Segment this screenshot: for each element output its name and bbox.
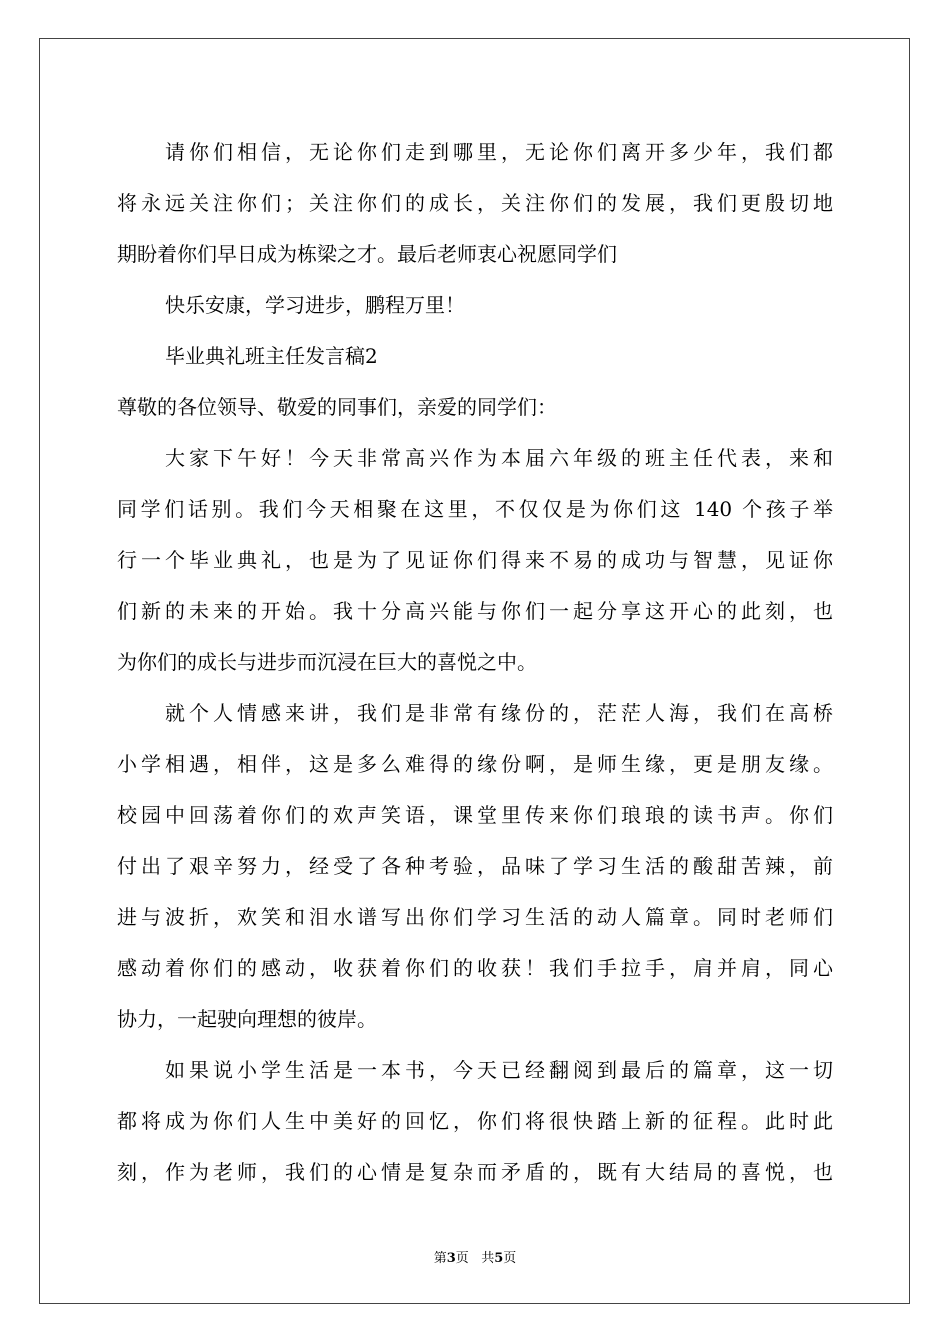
- text-line: 行一个毕业典礼，也是为了见证你们得来不易的成功与智慧，见证你: [117, 548, 833, 572]
- text-line: 为你们的成长与进步而沉浸在巨大的喜悦之中。: [117, 650, 537, 674]
- text-line: 付出了艰辛努力，经受了各种考验，品味了学习生活的酸甜苦辣，前: [117, 854, 833, 878]
- text-line: 感动着你们的感动，收获着你们的收获！我们手拉手，肩并肩，同心: [117, 956, 833, 980]
- text-line: 快乐安康，学习进步，鹏程万里！: [165, 293, 465, 317]
- text-line: 们新的未来的开始。我十分高兴能与你们一起分享这开心的此刻，也: [117, 599, 833, 623]
- page-label-suffix: 页: [455, 1251, 469, 1266]
- text-line: 如果说小学生活是一本书，今天已经翻阅到最后的篇章，这一切: [165, 1058, 833, 1082]
- document-body: [117, 127, 833, 1198]
- text-line: 协力，一起驶向理想的彼岸。: [117, 1007, 377, 1031]
- text-line: 小学相遇，相伴，这是多么难得的缘份啊，是师生缘，更是朋友缘。: [117, 752, 833, 776]
- text-line: 校园中回荡着你们的欢声笑语，课堂里传来你们琅琅的读书声。你们: [117, 803, 833, 827]
- total-label-suffix: 页: [503, 1251, 517, 1266]
- text-line: 大家下午好！今天非常高兴作为本届六年级的班主任代表，来和: [165, 446, 833, 470]
- text-line: 进与波折，欢笑和泪水谱写出你们学习生活的动人篇章。同时老师们: [117, 905, 833, 929]
- text-line: 期盼着你们早日成为栋梁之才。最后老师衷心祝愿同学们: [117, 242, 617, 266]
- text-line: 刻，作为老师，我们的心情是复杂而矛盾的，既有大结局的喜悦，也: [117, 1160, 833, 1184]
- text-line: 请你们相信，无论你们走到哪里，无论你们离开多少年，我们都: [165, 140, 833, 164]
- salutation: 尊敬的各位领导、敬爱的同事们，亲爱的同学们：: [117, 395, 557, 419]
- section-heading: 毕业典礼班主任发言稿2: [165, 344, 378, 368]
- text-line: 就个人情感来讲，我们是非常有缘份的，茫茫人海，我们在高桥: [165, 701, 833, 725]
- page-label-prefix: 第: [433, 1251, 447, 1266]
- total-pages: 5: [494, 1251, 504, 1266]
- page-number: 3: [446, 1251, 456, 1266]
- text-line: 都将成为你们人生中美好的回忆，你们将很快踏上新的征程。此时此: [117, 1109, 833, 1133]
- total-label-prefix: 共: [481, 1251, 495, 1266]
- text-line: 将永远关注你们；关注你们的成长，关注你们的发展，我们更殷切地: [117, 191, 833, 215]
- text-line: 同学们话别。我们今天相聚在这里，不仅仅是为你们这 140 个孩子举: [117, 497, 833, 521]
- page-footer: [0, 1247, 950, 1266]
